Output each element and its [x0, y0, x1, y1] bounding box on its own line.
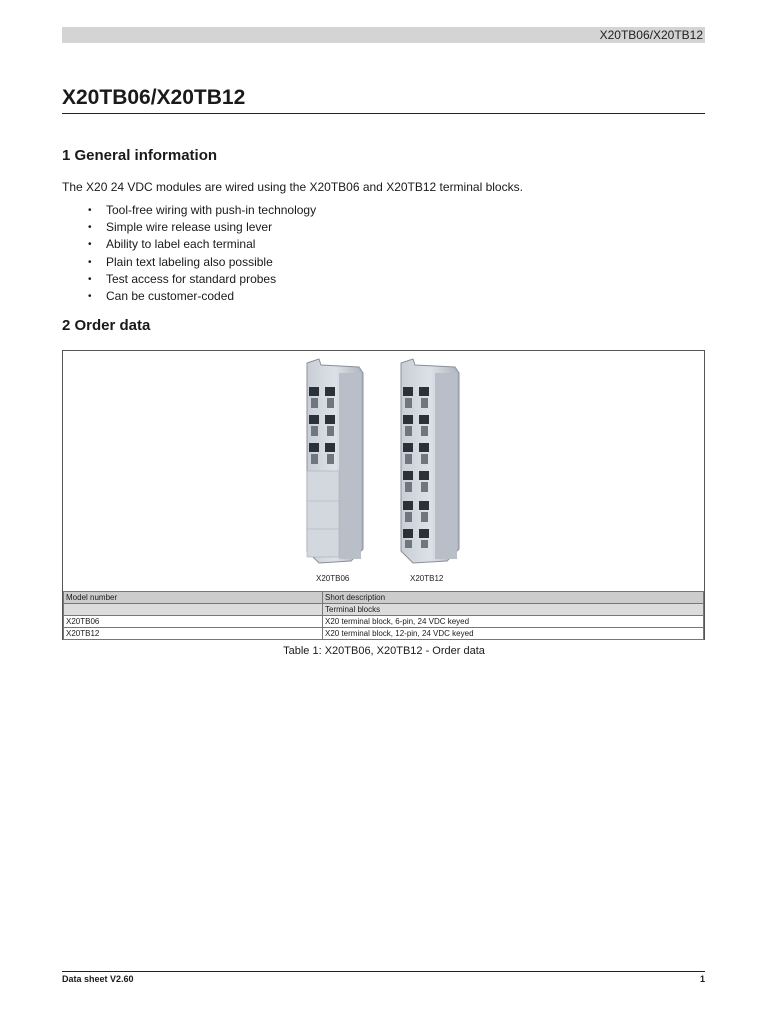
- image-label-x20tb06: X20TB06: [316, 574, 350, 583]
- bullet-icon: •: [88, 256, 92, 268]
- table-row: [64, 628, 704, 640]
- list-item: • Test access for standard probes: [88, 271, 316, 288]
- page-title: X20TB06/X20TB12: [62, 86, 246, 109]
- intro-paragraph: The X20 24 VDC modules are wired using the X20TB06 and X20TB12 terminal blocks.: [62, 180, 523, 194]
- list-item: • Can be customer-coded: [88, 288, 316, 305]
- product-photo-area: [63, 351, 704, 591]
- footer-page-number: 1: [699, 974, 705, 984]
- column-header-short-description: Short description: [323, 592, 704, 604]
- model-number-cell: X20TB12: [64, 628, 323, 640]
- table-row: [64, 616, 704, 628]
- bullet-icon: •: [88, 273, 92, 285]
- table-caption: Table 1: X20TB06, X20TB12 - Order data: [283, 645, 485, 657]
- list-item: • Tool-free wiring with push-in technology: [88, 202, 316, 219]
- order-data-table-frame: [62, 350, 705, 640]
- table-header-row: [64, 592, 704, 604]
- feature-list: [88, 202, 316, 305]
- section-heading-order-data: 2 Order data: [62, 317, 151, 334]
- table-group-row: [64, 604, 704, 616]
- column-header-model-number: Model number: [64, 592, 323, 604]
- bullet-icon: •: [88, 239, 92, 251]
- footer-document-version: Data sheet V2.60: [62, 974, 134, 984]
- table-cell-empty: [64, 604, 323, 616]
- list-item: • Plain text labeling also possible: [88, 254, 316, 271]
- list-item: • Ability to label each terminal: [88, 236, 316, 253]
- running-header-title: X20TB06/X20TB12: [599, 28, 703, 42]
- list-item: • Simple wire release using lever: [88, 219, 316, 236]
- running-header-bar: [62, 27, 705, 43]
- section-heading-general-information: 1 General information: [62, 147, 218, 164]
- x20tb06-terminal-block-icon: [307, 359, 363, 563]
- order-data-table: [63, 591, 704, 640]
- bullet-icon: •: [88, 290, 92, 302]
- bullet-icon: •: [88, 222, 92, 234]
- footer-rule: [62, 971, 705, 972]
- short-description-cell: X20 terminal block, 12-pin, 24 VDC keyed: [323, 628, 704, 640]
- model-number-cell: X20TB06: [64, 616, 323, 628]
- group-label-terminal-blocks: Terminal blocks: [323, 604, 704, 616]
- x20tb12-terminal-block-icon: [401, 359, 459, 563]
- short-description-cell: X20 terminal block, 6-pin, 24 VDC keyed: [323, 616, 704, 628]
- title-rule: [62, 113, 705, 114]
- terminal-blocks-photo: [63, 351, 704, 591]
- bullet-icon: •: [88, 205, 92, 216]
- image-label-x20tb12: X20TB12: [410, 574, 444, 583]
